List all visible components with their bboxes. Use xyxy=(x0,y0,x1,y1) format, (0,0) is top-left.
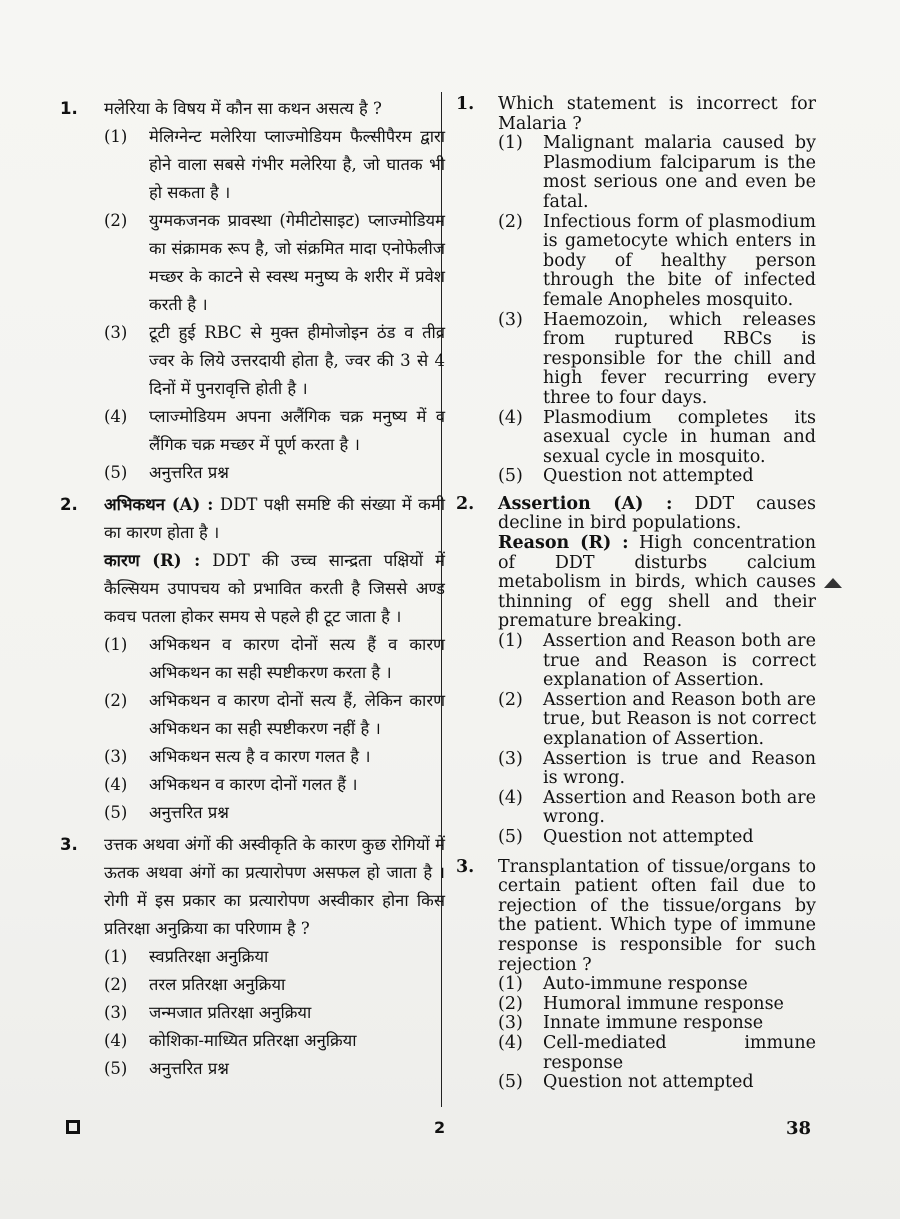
question-number: 3. xyxy=(60,835,78,854)
option-3 xyxy=(104,743,445,771)
option-text: जन्मजात प्रतिरक्षा अनुक्रिया xyxy=(149,1003,312,1022)
option-3 xyxy=(104,319,445,403)
option-1 xyxy=(498,632,816,691)
option-4 xyxy=(104,1027,445,1055)
option-4 xyxy=(104,403,445,459)
option-5 xyxy=(104,799,445,827)
english-question-2 xyxy=(456,495,816,848)
option-text: Haemozoin, which releases from ruptured RBCs is responsible for the chill and high fever recurring every three to four days. xyxy=(543,309,816,408)
option-5 xyxy=(104,459,445,487)
option-number: (4) xyxy=(498,1032,523,1053)
option-number: (4) xyxy=(104,407,128,426)
option-text: अभिकथन व कारण दोनों सत्य हैं, लेकिन कारण अभिकथन का सही स्पष्टीकरण नहीं है । xyxy=(149,691,445,738)
question-text: मलेरिया के विषय में कौन सा कथन असत्य है ? xyxy=(104,99,382,118)
option-number: (1) xyxy=(498,631,523,652)
option-number: (1) xyxy=(104,127,128,146)
option-4 xyxy=(498,789,816,828)
assertion xyxy=(498,495,816,534)
option-number: (2) xyxy=(498,211,523,232)
option-number: (3) xyxy=(104,747,128,766)
question-number: 2. xyxy=(60,495,78,514)
option-number: (4) xyxy=(104,1031,128,1050)
reason xyxy=(104,547,445,631)
footer-square-icon xyxy=(66,1120,80,1134)
option-3 xyxy=(498,750,816,789)
option-number: (3) xyxy=(498,309,523,330)
option-number: (3) xyxy=(498,1013,523,1034)
reason-text: High concentration of DDT disturbs calcium metabolism in birds, which causes thinning of egg shell and their premature breaking. xyxy=(498,533,816,632)
option-text: Auto-immune response xyxy=(543,974,748,995)
option-number: (1) xyxy=(104,947,128,966)
option-4 xyxy=(498,409,816,468)
option-3 xyxy=(498,1014,816,1034)
option-2 xyxy=(104,687,445,743)
option-text: टूटी हुई RBC से मुक्त हीमोजोइन ठंड व तीव्र ज्वर के लिये उत्तरदायी होता है, ज्वर की 3 से 4 दिनों में पुनरावृत्ति होती है । xyxy=(149,323,445,398)
margin-mark xyxy=(824,578,842,588)
hindi-question-3 xyxy=(60,831,445,1083)
option-number: (2) xyxy=(498,993,523,1014)
option-number: (2) xyxy=(104,691,128,710)
option-number: (5) xyxy=(498,466,523,487)
option-text: कोशिका-माध्यित प्रतिरक्षा अनुक्रिया xyxy=(149,1031,357,1050)
option-number: (5) xyxy=(498,1072,523,1093)
option-4 xyxy=(104,771,445,799)
option-number: (2) xyxy=(104,211,128,230)
option-number: (1) xyxy=(498,974,523,995)
option-number: (5) xyxy=(104,1059,128,1078)
english-question-3 xyxy=(456,858,816,1093)
hindi-column xyxy=(60,95,445,1087)
assertion xyxy=(104,491,445,547)
option-5 xyxy=(498,828,816,848)
option-text: Plasmodium completes its asexual cycle in human and sexual cycle in mosquito. xyxy=(543,407,816,467)
option-2 xyxy=(498,213,816,311)
option-number: (2) xyxy=(498,689,523,710)
option-text: युग्मकजनक प्रावस्था (गेमीटोसाइट) प्लाज्मोडियम का संक्रामक रूप है, जो संक्रमित मादा एनोफेलीज मच्छर के काटने से स्वस्थ मनुष्य के शरीर में प्रवेश करती है । xyxy=(149,211,445,314)
option-text: अनुत्तरित प्रश्न xyxy=(149,463,229,482)
option-5 xyxy=(498,1073,816,1093)
option-number: (3) xyxy=(104,323,128,342)
option-3 xyxy=(498,311,816,409)
reason-text: DDT की उच्च सान्द्रता पक्षियों में कैल्सियम उपापचय को प्रभावित करती है जिससे अण्ड कवच पतला होकर समय से पहले ही टूट जाता है । xyxy=(104,551,446,626)
question-text: Which statement is incorrect for Malaria ? xyxy=(498,94,816,134)
option-3 xyxy=(104,999,445,1027)
english-question-1 xyxy=(456,95,816,487)
option-number: (5) xyxy=(104,463,128,482)
option-text: Assertion is true and Reason is wrong. xyxy=(543,748,816,789)
booklet-number: 38 xyxy=(786,1118,812,1139)
option-number: (4) xyxy=(498,407,523,428)
page-number: 2 xyxy=(434,1118,446,1137)
option-text: Question not attempted xyxy=(543,826,754,847)
question-number: 3. xyxy=(456,856,475,877)
option-text: अभिकथन सत्य है व कारण गलत है । xyxy=(149,747,371,766)
option-1 xyxy=(498,975,816,995)
option-text: Assertion and Reason both are true, but Reason is not correct explanation of Assertion. xyxy=(543,689,816,749)
reason xyxy=(498,534,816,632)
reason-label: कारण (R) : xyxy=(104,551,201,570)
option-text: Humoral immune response xyxy=(543,993,784,1014)
assertion-text: DDT पक्षी समष्टि की संख्या में कमी का कारण होता है । xyxy=(104,495,445,542)
option-number: (4) xyxy=(104,775,128,794)
option-4 xyxy=(498,1034,816,1073)
option-text: अनुत्तरित प्रश्न xyxy=(149,1059,229,1078)
option-number: (5) xyxy=(104,803,128,822)
question-text: उत्तक अथवा अंगों की अस्वीकृति के कारण कुछ रोगियों में ऊतक अथवा अंगों का प्रत्यारोपण असफल हो जाता है । रोगी में इस प्रकार का प्रत्यारोपण अस्वीकार होना किस प्रतिरक्षा अनुक्रिया का परिणाम है ? xyxy=(104,835,445,938)
option-text: प्लाज्मोडियम अपना अलैंगिक चक्र मनुष्य में व लैंगिक चक्र मच्छर में पूर्ण करता है । xyxy=(149,407,445,454)
english-column xyxy=(456,95,816,1097)
hindi-question-1 xyxy=(60,95,445,487)
option-2 xyxy=(104,207,445,319)
option-number: (3) xyxy=(104,1003,128,1022)
option-text: Question not attempted xyxy=(543,466,754,487)
reason-label: Reason (R) : xyxy=(498,533,629,554)
question-number: 1. xyxy=(60,99,78,118)
option-number: (5) xyxy=(498,826,523,847)
option-number: (1) xyxy=(498,133,523,154)
assertion-label: Assertion (A) : xyxy=(498,493,673,514)
option-text: Infectious form of plasmodium is gametocyte which enters in body of healthy person through the bite of infected female Anopheles mosquito. xyxy=(543,211,816,310)
option-5 xyxy=(498,467,816,487)
option-text: Cell-mediated immune response xyxy=(543,1032,816,1073)
option-number: (1) xyxy=(104,635,128,654)
hindi-question-2 xyxy=(60,491,445,827)
option-number: (2) xyxy=(104,975,128,994)
option-text: Question not attempted xyxy=(543,1072,754,1093)
option-1 xyxy=(104,631,445,687)
assertion-label: अभिकथन (A) : xyxy=(104,495,214,514)
assertion-text: DDT causes decline in bird populations. xyxy=(498,493,816,534)
option-text: Assertion and Reason both are true and Reason is correct explanation of Assertion. xyxy=(543,631,816,691)
option-text: अभिकथन व कारण दोनों सत्य हैं व कारण अभिकथन का सही स्पष्टीकरण करता है । xyxy=(149,635,445,682)
option-1 xyxy=(498,134,816,212)
option-2 xyxy=(498,995,816,1015)
option-text: Innate immune response xyxy=(543,1013,764,1034)
question-number: 1. xyxy=(456,94,475,114)
option-1 xyxy=(104,943,445,971)
option-2 xyxy=(104,971,445,999)
option-text: अनुत्तरित प्रश्न xyxy=(149,803,229,822)
option-2 xyxy=(498,691,816,750)
question-number: 2. xyxy=(456,493,475,514)
option-number: (4) xyxy=(498,787,523,808)
option-number: (3) xyxy=(498,748,523,769)
option-5 xyxy=(104,1055,445,1083)
option-text: स्वप्रतिरक्षा अनुक्रिया xyxy=(149,947,269,966)
option-text: तरल प्रतिरक्षा अनुक्रिया xyxy=(149,975,286,994)
option-1 xyxy=(104,123,445,207)
option-text: Assertion and Reason both are wrong. xyxy=(543,787,816,828)
question-text: Transplantation of tissue/organs to certain patient often fail due to rejection of the tissue/organs by the patient. Which type of immune response is responsible for such rejection ? xyxy=(498,856,816,975)
option-text: Malignant malaria caused by Plasmodium falciparum is the most serious one and even be fatal. xyxy=(543,133,816,212)
option-text: अभिकथन व कारण दोनों गलत हैं । xyxy=(149,775,358,794)
option-text: मेलिग्नेन्ट मलेरिया प्लाज्मोडियम फैल्सीपैरम द्वारा होने वाला सबसे गंभीर मलेरिया है, जो घातक भी हो सकता है । xyxy=(149,127,445,202)
